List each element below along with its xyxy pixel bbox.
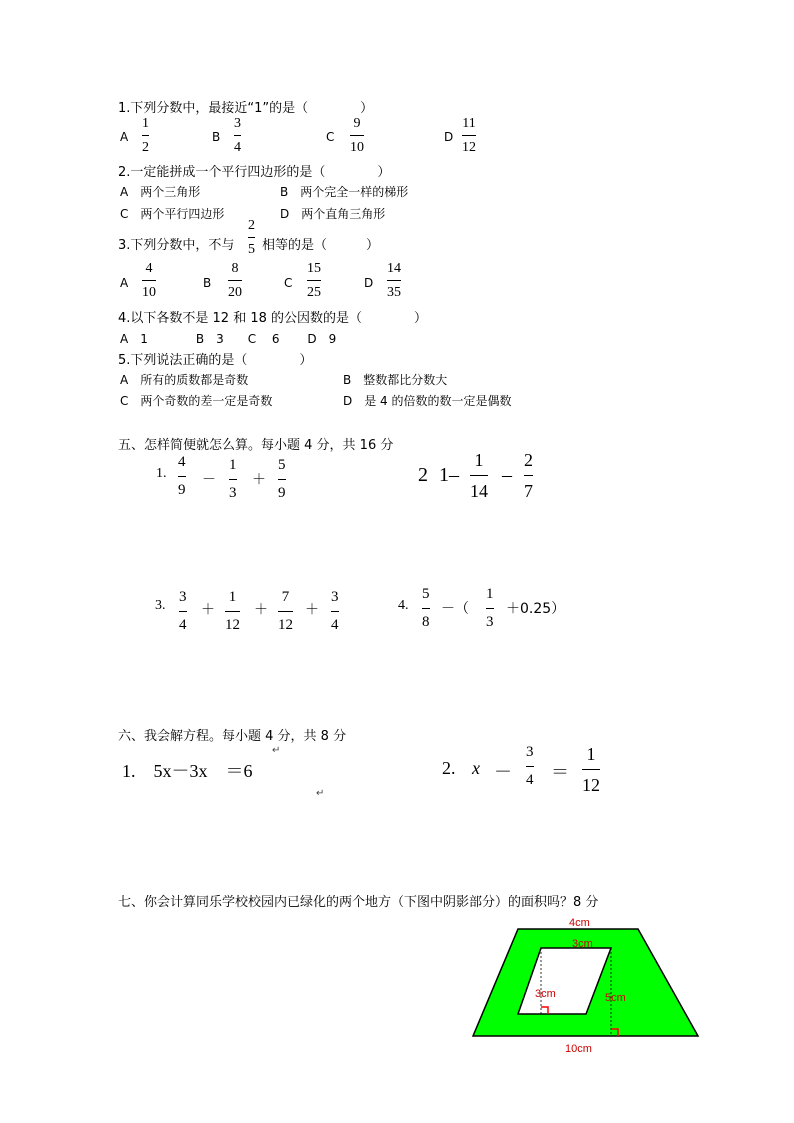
right-angle-mark	[541, 1007, 548, 1014]
q2-option-d: D 两个直角三角形	[280, 207, 386, 221]
s6-e2-x: x	[472, 758, 480, 778]
q3-option-letter: C	[284, 276, 293, 290]
s5-p2-fraction-1: 1 14	[470, 450, 488, 501]
q3-option-letter: A	[120, 276, 129, 290]
q1-option-d-fraction: 11 12	[462, 116, 476, 155]
q3-stem-after: 相等的是（ ）	[262, 238, 380, 253]
q5-stem: 5.下列说法正确的是（ ）	[118, 353, 313, 368]
s5-p2-label: 2	[418, 464, 428, 486]
s6-e2-fraction-1: 3 4	[526, 744, 534, 788]
s5-p4-fraction-2: 1 3	[486, 586, 494, 630]
q1-option-b-fraction: 3 4	[234, 116, 241, 155]
q1-option-letter: A	[120, 130, 129, 144]
q2-option-c: C 两个平行四边形	[120, 207, 225, 221]
s5-p4-label: 4.	[398, 598, 409, 613]
s5-p3-op-3: ＋	[305, 602, 319, 618]
q3-option-c-fraction: 15 25	[307, 261, 321, 300]
section6-title: 六、我会解方程。每小题 4 分，共 8 分	[118, 729, 347, 744]
s6-e2-equals: ＝	[551, 762, 569, 782]
label-top: 4cm	[569, 917, 590, 929]
s5-p2-op: –	[502, 464, 512, 486]
q1-option-letter: C	[326, 130, 335, 144]
q2-option-b: B 两个完全一样的梯形	[280, 185, 409, 199]
s5-p4-fraction-1: 5 8	[422, 586, 430, 630]
s5-p1-fraction-3: 5 9	[278, 457, 286, 501]
label-inner-top: 3cm	[572, 938, 593, 950]
q3-option-letter: D	[364, 276, 374, 290]
return-mark: ↵	[316, 788, 325, 799]
q5-option-c: C 两个奇数的差一定是奇数	[120, 394, 273, 408]
s5-p3-fraction-1: 3 4	[179, 589, 187, 633]
q2-stem: 2.一定能拼成一个平行四边形的是（ ）	[118, 165, 391, 180]
s5-p4-tail: ＋0.25）	[506, 601, 566, 617]
s5-p3-fraction-2: 1 12	[225, 589, 240, 633]
q1-option-a-fraction: 1 2	[142, 116, 149, 155]
s5-p3-fraction-4: 3 4	[331, 589, 339, 633]
q3-stem-fraction: 2 5	[248, 218, 255, 257]
s6-e2-fraction-2: 1 12	[582, 744, 600, 795]
s5-p3-fraction-3: 7 12	[278, 589, 293, 633]
q4-stem: 4.以下各数不是 12 和 18 的公因数的是（ ）	[118, 311, 428, 326]
q3-stem-before: 3.下列分数中，不与	[118, 238, 235, 253]
label-bottom: 10cm	[565, 1043, 592, 1055]
s5-p2-whole: 1–	[439, 464, 459, 486]
s5-p2-fraction-2: 2 7	[524, 450, 533, 501]
s5-p3-op-1: ＋	[201, 602, 215, 618]
q1-option-letter: B	[212, 130, 221, 144]
q1-option-letter: D	[444, 130, 454, 144]
s6-equation-1: 1. 5x－3x ＝6	[122, 761, 253, 781]
q3-option-a-fraction: 4 10	[142, 261, 156, 300]
s5-p1-op-1: －	[202, 472, 216, 488]
s5-p1-op-2: ＋	[252, 472, 266, 488]
s5-p3-op-2: ＋	[254, 602, 268, 618]
label-inner-height: 3cm	[535, 988, 556, 1000]
s5-p1-fraction-1: 4 9	[178, 454, 186, 498]
q1-stem: 1.下列分数中，最接近“1”的是（ ）	[118, 101, 374, 116]
q3-option-letter: B	[203, 276, 212, 290]
return-mark: ↵	[272, 745, 281, 756]
trapezoid-figure	[468, 914, 704, 1060]
q5-option-a: A 所有的质数都是奇数	[120, 373, 249, 387]
q3-option-b-fraction: 8 20	[228, 261, 242, 300]
s6-e2-label: 2.	[442, 758, 456, 778]
section5-title: 五、怎样简便就怎么算。每小题 4 分，共 16 分	[118, 438, 394, 453]
q1-option-c-fraction: 9 10	[350, 116, 364, 155]
q5-option-d: D 是 4 的倍数的数一定是偶数	[343, 394, 512, 408]
label-height: 5cm	[605, 992, 626, 1004]
s5-p4-op: －（	[441, 601, 469, 617]
q5-option-b: B 整数都比分数大	[343, 373, 448, 387]
section7-title: 七、你会计算同乐学校校园内已绿化的两个地方（下图中阴影部分）的面积吗？8 分	[118, 895, 599, 910]
s5-p1-fraction-2: 1 3	[229, 457, 237, 501]
s5-p3-label: 3.	[155, 598, 166, 613]
q4-options: A 1 B 3 C 6 D 9	[120, 332, 337, 346]
q2-option-a: A 两个三角形	[120, 185, 201, 199]
s6-e2-minus: －	[494, 762, 512, 782]
q3-option-d-fraction: 14 35	[387, 261, 401, 300]
s5-p1-label: 1.	[156, 466, 167, 481]
